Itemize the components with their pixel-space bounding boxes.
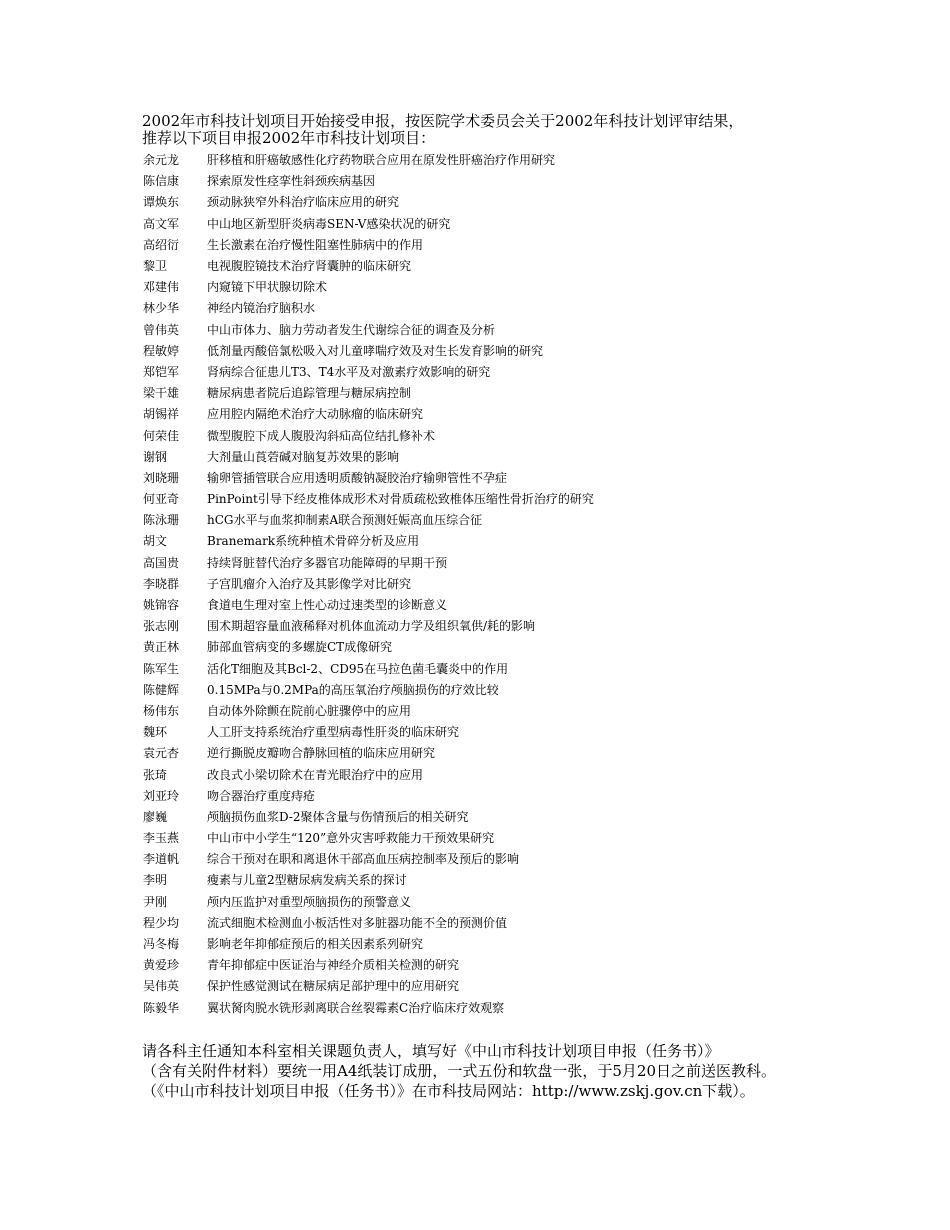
project-topic: 翼状胬肉脱水铣形剥离联合丝裂霉素C治疗临床疗效观察 — [207, 1000, 505, 1015]
project-row — [143, 255, 923, 276]
project-topic: 人工肝支持系统治疗重型病毒性肝炎的临床研究 — [207, 725, 460, 740]
project-topic: 颅脑损伤血浆D-2聚体含量与伤情预后的相关研究 — [207, 809, 469, 824]
project-topic: 活化T细胞及其Bcl-2、CD95在马拉色菌毛囊炎中的作用 — [207, 661, 509, 676]
project-topic: 内窥镜下甲状腺切除术 — [207, 280, 328, 295]
project-topic: 子宫肌瘤介入治疗及其影像学对比研究 — [207, 576, 412, 591]
project-topic: 肾病综合征患儿T3、T4水平及对激素疗效影响的研究 — [207, 364, 491, 379]
project-leader-name: 吴伟英 — [143, 979, 180, 994]
project-row — [143, 319, 923, 340]
project-row — [143, 954, 923, 975]
project-row — [143, 975, 923, 996]
project-topic: 综合干预对在职和离退休干部高血压病控制率及预后的影响 — [207, 852, 520, 867]
project-leader-name: 陈健辉 — [143, 682, 180, 697]
project-topic: 肝移植和肝癌敏感性化疗药物联合应用在原发性肝癌治疗作用研究 — [207, 153, 556, 168]
project-topic: 影响老年抑郁症预后的相关因素系列研究 — [207, 937, 424, 952]
project-leader-name: 黄正林 — [143, 640, 180, 655]
project-topic: 吻合器治疗重度痔疮 — [207, 788, 316, 803]
project-leader-name: 袁元杏 — [143, 746, 180, 761]
project-leader-name: 尹刚 — [143, 894, 168, 909]
project-row — [143, 806, 923, 827]
project-leader-name: 陈军生 — [143, 661, 180, 676]
project-topic: 大剂量山莨菪碱对脑复苏效果的影响 — [207, 449, 400, 464]
project-topic: 神经内镜治疗脑积水 — [207, 301, 316, 316]
project-row — [143, 191, 923, 212]
project-topic: 输卵管插管联合应用透明质酸钠凝胶治疗输卵管性不孕症 — [207, 470, 508, 485]
project-row — [143, 912, 923, 933]
project-row — [143, 149, 923, 170]
project-topic: 瘦素与儿童2型糖尿病发病关系的探讨 — [207, 873, 407, 888]
project-topic: 围术期超容量血液稀释对机体血流动力学及组织氧供/耗的影响 — [207, 619, 536, 634]
project-row — [143, 721, 923, 742]
project-leader-name: 陈泳珊 — [143, 513, 180, 528]
project-topic: 中山地区新型肝炎病毒SEN-V感染状况的研究 — [207, 216, 451, 231]
project-row — [143, 700, 923, 721]
project-row — [143, 340, 923, 361]
project-leader-name: 高国贵 — [143, 555, 180, 570]
intro-line-2: 推荐以下项目申报2002年市科技计划项目： — [142, 129, 436, 147]
project-topic: 肺部血管病变的多螺旋CT成像研究 — [207, 640, 393, 655]
project-topic: 颅内压监护对重型颅脑损伤的预警意义 — [207, 894, 412, 909]
project-topic: Branemark系统种植术骨碎分析及应用 — [207, 534, 420, 549]
project-row — [143, 573, 923, 594]
project-row — [143, 170, 923, 191]
project-topic: 自动体外除颤在院前心脏骤停中的应用 — [207, 703, 412, 718]
project-leader-name: 谭焕东 — [143, 195, 180, 210]
project-topic: 探索原发性痉挛性斜颈疾病基因 — [207, 174, 376, 189]
project-row — [143, 361, 923, 382]
project-leader-name: 高绍衍 — [143, 237, 180, 252]
project-leader-name: 张琦 — [143, 767, 168, 782]
project-leader-name: 魏环 — [143, 725, 168, 740]
project-row — [143, 446, 923, 467]
project-leader-name: 何荣佳 — [143, 428, 180, 443]
project-leader-name: 张志刚 — [143, 619, 180, 634]
project-leader-name: 廖巍 — [143, 809, 168, 824]
project-list — [143, 149, 923, 1018]
project-leader-name: 程少均 — [143, 915, 180, 930]
project-row — [143, 234, 923, 255]
project-leader-name: 程敏婷 — [143, 343, 180, 358]
project-row — [143, 403, 923, 424]
project-topic: 生长激素在治疗慢性阻塞性肺病中的作用 — [207, 237, 424, 252]
project-leader-name: 李玉燕 — [143, 831, 180, 846]
project-leader-name: 陈毅华 — [143, 1000, 180, 1015]
project-row — [143, 276, 923, 297]
project-leader-name: 邓建伟 — [143, 280, 180, 295]
project-leader-name: 曾伟英 — [143, 322, 180, 337]
project-row — [143, 424, 923, 445]
project-topic: 持续肾脏替代治疗多器官功能障碍的早期干预 — [207, 555, 448, 570]
project-topic: 应用腔内隔绝术治疗大动脉瘤的临床研究 — [207, 407, 424, 422]
intro-line-1: 2002年市科技计划项目开始接受申报，按医院学术委员会关于2002年科技计划评审结果， — [142, 112, 744, 130]
project-leader-name: 刘亚玲 — [143, 788, 180, 803]
project-topic: 0.15MPa与0.2MPa的高压氧治疗颅脑损伤的疗效比较 — [207, 682, 499, 697]
project-leader-name: 黄爱珍 — [143, 958, 180, 973]
intro-paragraph — [142, 113, 922, 147]
project-topic: 中山市体力、脑力劳动者发生代谢综合征的调查及分析 — [207, 322, 496, 337]
project-leader-name: 胡文 — [143, 534, 168, 549]
project-topic: 食道电生理对室上性心动过速类型的诊断意义 — [207, 598, 448, 613]
project-leader-name: 姚锦容 — [143, 598, 180, 613]
project-topic: PinPoint引导下经皮椎体成形术对骨质疏松致椎体压缩性骨折治疗的研究 — [207, 492, 594, 507]
project-row — [143, 530, 923, 551]
project-row — [143, 827, 923, 848]
project-topic: 颈动脉狭窄外科治疗临床应用的研究 — [207, 195, 400, 210]
project-topic: 逆行撕脱皮瓣吻合静脉回植的临床应用研究 — [207, 746, 436, 761]
project-leader-name: 黎卫 — [143, 259, 168, 274]
project-row — [143, 509, 923, 530]
project-row — [143, 997, 923, 1018]
project-leader-name: 冯冬梅 — [143, 937, 180, 952]
project-row — [143, 785, 923, 806]
project-leader-name: 刘晓珊 — [143, 470, 180, 485]
project-leader-name: 杨伟东 — [143, 703, 180, 718]
project-row — [143, 467, 923, 488]
project-topic: 微型腹腔下成人腹股沟斜疝高位结扎修补术 — [207, 428, 436, 443]
project-leader-name: 高文军 — [143, 216, 180, 231]
project-row — [143, 658, 923, 679]
project-row — [143, 552, 923, 573]
project-row — [143, 213, 923, 234]
project-topic: hCG水平与血浆抑制素A联合预测妊娠高血压综合征 — [207, 513, 483, 528]
project-topic: 保护性感觉测试在糖尿病足部护理中的应用研究 — [207, 979, 460, 994]
project-row — [143, 615, 923, 636]
project-leader-name: 何亚奇 — [143, 492, 180, 507]
project-leader-name: 陈信康 — [143, 174, 180, 189]
project-topic: 流式细胞术检测血小板活性对多脏器功能不全的预测价值 — [207, 915, 508, 930]
project-row — [143, 891, 923, 912]
project-topic: 糖尿病患者院后追踪管理与糖尿病控制 — [207, 386, 412, 401]
project-leader-name: 李明 — [143, 873, 168, 888]
project-row — [143, 869, 923, 890]
project-topic: 改良式小梁切除术在青光眼治疗中的应用 — [207, 767, 424, 782]
footer-line-3: （《中山市科技计划项目申报（任务书）》在市科技局网站：http://www.zskj.gov.cn下载）。 — [142, 1082, 755, 1100]
project-row — [143, 933, 923, 954]
project-leader-name: 梁干雄 — [143, 386, 180, 401]
project-leader-name: 余元龙 — [143, 153, 180, 168]
footer-line-1: 请各科主任通知本科室相关课题负责人，填写好《中山市科技计划项目申报（任务书）》 — [142, 1042, 720, 1060]
project-row — [143, 742, 923, 763]
project-row — [143, 594, 923, 615]
footer-paragraph — [142, 1041, 942, 1101]
project-leader-name: 林少华 — [143, 301, 180, 316]
project-row — [143, 679, 923, 700]
project-row — [143, 763, 923, 784]
project-leader-name: 郑铠军 — [143, 364, 180, 379]
project-leader-name: 谢钢 — [143, 449, 168, 464]
project-row — [143, 488, 923, 509]
project-topic: 低剂量丙酸倍氯松吸入对儿童哮喘疗效及对生长发育影响的研究 — [207, 343, 544, 358]
project-leader-name: 胡锡祥 — [143, 407, 180, 422]
footer-line-2: （含有关附件材料）要统一用A4纸装订成册，一式五份和软盘一张，于5月20日之前送医教科。 — [142, 1062, 777, 1080]
project-row — [143, 382, 923, 403]
project-row — [143, 848, 923, 869]
project-row — [143, 297, 923, 318]
project-topic: 青年抑郁症中医证治与神经介质相关检测的研究 — [207, 958, 460, 973]
project-leader-name: 李道帆 — [143, 852, 180, 867]
project-row — [143, 636, 923, 657]
project-topic: 电视腹腔镜技术治疗肾囊肿的临床研究 — [207, 259, 412, 274]
project-leader-name: 李晓群 — [143, 576, 180, 591]
project-topic: 中山市中小学生“120”意外灾害呼救能力干预效果研究 — [207, 831, 495, 846]
